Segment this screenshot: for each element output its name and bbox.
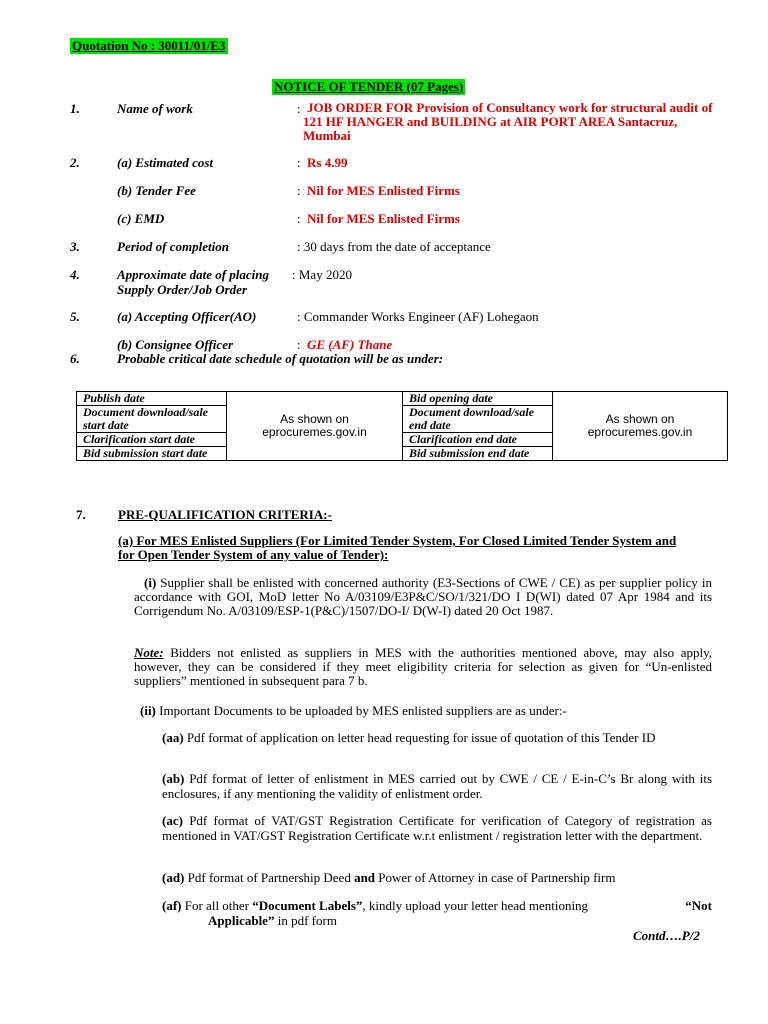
note-label: Note: bbox=[134, 645, 164, 660]
name-of-work-value: JOB ORDER FOR Provision of Consultancy work for structural audit of 121 HF HANGER and BUILDING at AIR PORT AREA Santacruz, Mumbai bbox=[303, 100, 713, 143]
para-i-label: (i) bbox=[144, 575, 157, 590]
accepting-officer-label: (a) Accepting Officer(AO) bbox=[117, 309, 257, 324]
eprocure-site-text: eprocuremes.gov.in bbox=[262, 425, 367, 439]
note-paragraph bbox=[134, 646, 712, 688]
pre-qualification-heading: PRE-QUALIFICATION CRITERIA:- bbox=[118, 507, 332, 522]
note-text: Bidders not enlisted as suppliers in MES with the authorities mentioned above, may also apply, however, they can be considered if they meet eligibility criteria for selection as given for “Un-enlisted suppliers” mentioned in subsequent para 7 b. bbox=[134, 645, 712, 688]
colon: : bbox=[297, 155, 301, 170]
clarification-start-cell: Clarification start date bbox=[77, 433, 227, 447]
estimated-cost-value: Rs 4.99 bbox=[307, 155, 348, 170]
doc-download-start-cell: Document download/sale start date bbox=[77, 406, 227, 433]
item-ad-label: (ad) bbox=[162, 870, 185, 885]
table-row bbox=[77, 392, 728, 406]
item-number: 5. bbox=[70, 309, 80, 324]
item-ad-text: Pdf format of Partnership Deed bbox=[187, 870, 351, 885]
tender-fee-label: (b) Tender Fee bbox=[117, 183, 196, 198]
item-ab bbox=[162, 771, 712, 801]
item-aa bbox=[162, 730, 712, 745]
item-number: 1. bbox=[70, 101, 80, 116]
item-ad-text-2: Power of Attorney in case of Partnership firm bbox=[378, 870, 616, 885]
enlisted-suppliers-subheading: (a) For MES Enlisted Suppliers (For Limited Tender System, For Closed Limited Tender System and for Open Tender System of any value of Tender): bbox=[118, 533, 677, 562]
not-text: “Not bbox=[685, 898, 712, 913]
eprocure-site-text: eprocuremes.gov.in bbox=[587, 425, 693, 439]
para-i-text: Supplier shall be enlisted with concerned authority (E3-Sections of CWE / CE) as per supplier policy in accordance with GOI, MoD letter No A/03109/E3P&C/SO/1/321/DO I D(WI) dated 07 Apr 1984 and its Corrigendum No. A/03109/ESP-1(P&C)/1507/DO-I/ D(W-I) dated 20 Oct 1987. bbox=[134, 575, 712, 618]
accepting-officer-value: : Commander Works Engineer (AF) Lohegaon bbox=[297, 309, 539, 324]
item-af bbox=[162, 898, 718, 913]
item-af-line2 bbox=[208, 913, 337, 929]
period-of-completion-value: : 30 days from the date of acceptance bbox=[297, 239, 491, 254]
item-af-text-2: , kindly upload your letter head mentioning bbox=[362, 898, 589, 913]
colon: : bbox=[297, 337, 301, 352]
quotation-number: Quotation No : 30011/01/E3 bbox=[72, 38, 226, 53]
notice-title: NOTICE OF TENDER (07 Pages) bbox=[274, 79, 464, 94]
para-ii-label: (ii) bbox=[140, 703, 156, 718]
item-ac-text: Pdf format of VAT/GST Registration Certificate for verification of Category of registration as mentioned in VAT/GST Registration Certificate w.r.t enlistment / registration letter with the department. bbox=[162, 813, 712, 843]
emd-value: Nil for MES Enlisted Firms bbox=[307, 211, 460, 226]
emd-label: (c) EMD bbox=[117, 211, 165, 226]
approximate-date-label: Approximate date of placing bbox=[117, 267, 270, 282]
item-ac-label: (ac) bbox=[162, 813, 183, 828]
item-number: 2. bbox=[70, 155, 80, 170]
item-af-label: (af) bbox=[162, 898, 182, 913]
clarification-end-cell: Clarification end date bbox=[403, 433, 553, 447]
doc-download-end-cell: Document download/sale end date bbox=[403, 406, 553, 433]
consignee-officer-value: GE (AF) Thane bbox=[307, 337, 393, 352]
item-ad bbox=[162, 870, 712, 885]
name-of-work-label: Name of work bbox=[117, 101, 193, 116]
schedule-table bbox=[76, 391, 728, 461]
para-i bbox=[134, 576, 712, 618]
item-aa-label: (aa) bbox=[162, 730, 184, 745]
bid-submission-end-cell: Bid submission end date bbox=[403, 447, 553, 461]
item-number: 4. bbox=[70, 267, 80, 282]
critical-date-schedule-label: Probable critical date schedule of quotation will be as under: bbox=[117, 351, 444, 366]
item-ab-label: (ab) bbox=[162, 771, 185, 786]
bid-opening-date-cell: Bid opening date bbox=[403, 392, 553, 406]
colon: : bbox=[297, 183, 301, 198]
continued-marker: Contd….P/2 bbox=[633, 928, 700, 943]
publish-date-cell: Publish date bbox=[77, 392, 227, 406]
shown-on-text: As shown on bbox=[605, 412, 675, 426]
shown-on-cell bbox=[227, 392, 403, 461]
shown-on-text: As shown on bbox=[280, 412, 349, 426]
item-number: 6. bbox=[70, 351, 80, 366]
colon: : bbox=[297, 211, 301, 226]
period-of-completion-label: Period of completion bbox=[117, 239, 229, 254]
bid-submission-start-cell: Bid submission start date bbox=[77, 447, 227, 461]
item-number: 3. bbox=[70, 239, 80, 254]
applicable-text: Applicable” bbox=[208, 913, 275, 928]
approximate-date-value: : May 2020 bbox=[292, 267, 352, 282]
item-aa-text: Pdf format of application on letter head requesting for issue of quotation of this Tender ID bbox=[186, 730, 656, 745]
document-labels-text: “Document Labels” bbox=[252, 898, 363, 913]
colon: : bbox=[297, 101, 301, 116]
item-af-text: For all other bbox=[184, 898, 250, 913]
supply-order-label: Supply Order/Job Order bbox=[117, 282, 248, 297]
shown-on-cell bbox=[553, 392, 728, 461]
item-ab-text: Pdf format of letter of enlistment in MES carried out by CWE / CE / E-in-C’s Br along with its enclosures, if any mentioning the validity of enlistment order. bbox=[162, 771, 713, 801]
item-ad-and: and bbox=[354, 870, 376, 885]
para-ii-text: Important Documents to be uploaded by MES enlisted suppliers are as under:- bbox=[159, 703, 567, 718]
pdf-form-text: in pdf form bbox=[277, 913, 337, 928]
tender-fee-value: Nil for MES Enlisted Firms bbox=[307, 183, 460, 198]
section-number: 7. bbox=[76, 507, 86, 522]
item-ac bbox=[162, 813, 712, 843]
estimated-cost-label: (a) Estimated cost bbox=[117, 155, 214, 170]
para-ii bbox=[140, 703, 720, 719]
consignee-officer-label: (b) Consignee Officer bbox=[117, 337, 234, 352]
